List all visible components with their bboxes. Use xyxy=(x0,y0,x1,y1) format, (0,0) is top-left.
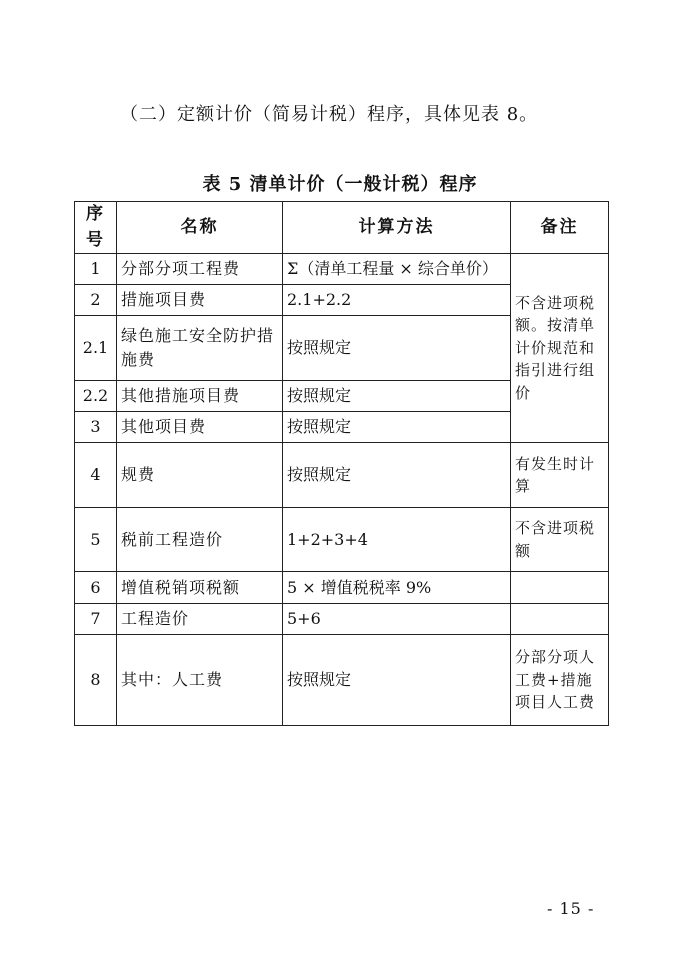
row-method: 按照规定 xyxy=(283,635,511,726)
row-name: 措施项目费 xyxy=(117,285,283,316)
table-row xyxy=(75,604,609,635)
table-row xyxy=(75,254,609,285)
row-seq: 6 xyxy=(75,572,117,604)
row-seq: 7 xyxy=(75,604,117,635)
row-method: 2.1+2.2 xyxy=(283,285,511,316)
row-method: 5+6 xyxy=(283,604,511,635)
table-title: 表 5 清单计价（一般计税）程序 xyxy=(202,174,478,195)
row-note: 不含进项税额 xyxy=(511,508,609,572)
row-seq: 2.1 xyxy=(75,316,117,381)
row-name: 其中：人工费 xyxy=(117,635,283,726)
row-method: 按照规定 xyxy=(283,412,511,443)
row-name: 增值税销项税额 xyxy=(117,572,283,604)
row-note: 有发生时计算 xyxy=(511,443,609,508)
row-name: 其他项目费 xyxy=(117,412,283,443)
row-name: 绿色施工安全防护措施费 xyxy=(117,316,283,381)
row-seq: 8 xyxy=(75,635,117,726)
row-seq: 5 xyxy=(75,508,117,572)
row-note: 不含进项税额。按清单计价规范和指引进行组价 xyxy=(511,254,609,443)
row-name: 其他措施项目费 xyxy=(117,381,283,412)
table-header-row xyxy=(75,202,609,254)
table-row xyxy=(75,443,609,508)
row-seq: 1 xyxy=(75,254,117,285)
row-seq: 2.2 xyxy=(75,381,117,412)
row-method: 5 × 增值税税率 9% xyxy=(283,572,511,604)
row-seq: 2 xyxy=(75,285,117,316)
row-method: 1+2+3+4 xyxy=(283,508,511,572)
pricing-procedure-table xyxy=(74,201,609,726)
header-note: 备注 xyxy=(511,202,609,254)
row-name: 规费 xyxy=(117,443,283,508)
row-note: 分部分项人工费+措施项目人工费 xyxy=(511,635,609,726)
row-method: 按照规定 xyxy=(283,443,511,508)
table-row xyxy=(75,572,609,604)
row-note-empty xyxy=(511,604,609,635)
row-name: 分部分项工程费 xyxy=(117,254,283,285)
row-method: Σ（清单工程量 × 综合单价） xyxy=(283,254,511,285)
table-row xyxy=(75,635,609,726)
row-name: 工程造价 xyxy=(117,604,283,635)
header-method: 计算方法 xyxy=(283,202,511,254)
table-row xyxy=(75,508,609,572)
row-seq: 4 xyxy=(75,443,117,508)
header-seq: 序号 xyxy=(75,202,117,254)
page-number: - 15 - xyxy=(547,899,595,918)
row-method: 按照规定 xyxy=(283,316,511,381)
header-name: 名称 xyxy=(117,202,283,254)
row-seq: 3 xyxy=(75,412,117,443)
row-method: 按照规定 xyxy=(283,381,511,412)
section-heading: （二）定额计价（简易计税）程序，具体见表 8。 xyxy=(120,104,539,125)
row-name: 税前工程造价 xyxy=(117,508,283,572)
row-note-empty xyxy=(511,572,609,604)
